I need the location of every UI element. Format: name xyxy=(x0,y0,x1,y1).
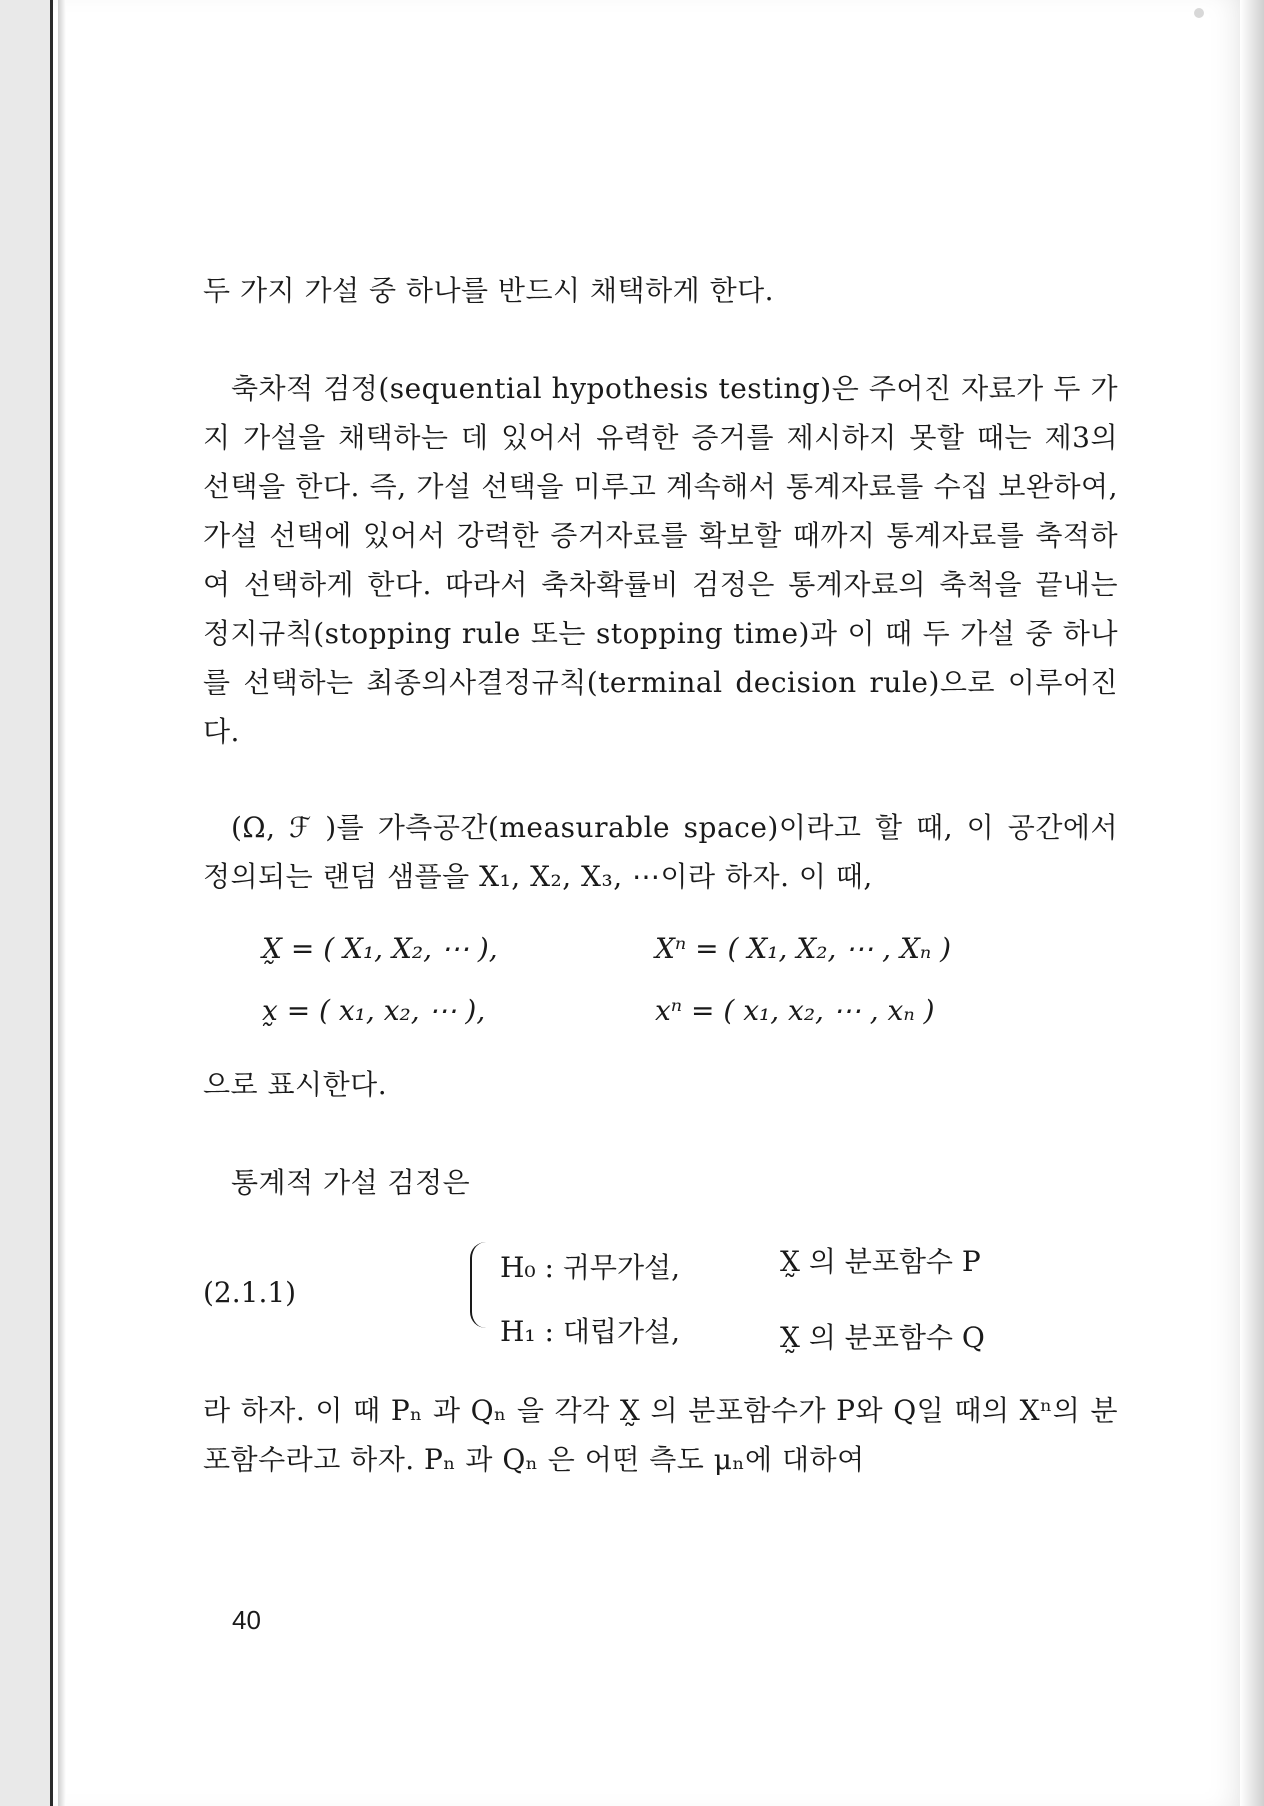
paragraph-6 xyxy=(203,1386,1118,1484)
page-number: 40 xyxy=(232,1605,261,1635)
paragraph-2 xyxy=(203,364,1118,756)
paragraph-5 xyxy=(203,1158,1118,1207)
null-hypothesis: H₀ : 귀무가설, xyxy=(500,1251,680,1284)
scan-mark xyxy=(1194,8,1204,18)
paragraph-3 xyxy=(203,803,1118,901)
equation-xn-vector: Xⁿ = ( X₁, X₂, ⋯ , Xₙ ) xyxy=(655,932,952,965)
paragraph-text: 으로 표시한다. xyxy=(203,1068,388,1101)
alternative-hypothesis: H₁ : 대립가설, xyxy=(500,1315,680,1348)
paragraph-4 xyxy=(203,1060,1118,1109)
page-edge xyxy=(1240,0,1264,1806)
paragraph-text: 축차적 검정(sequential hypothesis testing)은 주어진 자료가 두 가지 가설을 채택하는 데 있어서 유력한 증거를 제시하지 못할 때는 제3의 선택을 한다. 즉, 가설 선택을 미루고 계속해서 통계자료를 수집 보완하여, 가설 선택에 있어서 강력한 증거자료를 확보할 때까지 통계자료를 축적하여 선택하게 한다. 따라서 축차확률비 검정은 통계자료의 축척을 끝내는 정지규칙(stopping rule 또는 stopping time)과 이 때 두 가설 중 하나를 선택하는 최종의사결정규칙(terminal decision rule)으로 이루어진다. xyxy=(203,372,1118,748)
equation-number: (2.1.1) xyxy=(203,1276,297,1309)
equation-x-sequence: X̰ = ( X₁, X₂, ⋯ ), xyxy=(262,932,498,965)
paragraph-text: 통계적 가설 검정은 xyxy=(231,1166,471,1199)
paragraph-text: 두 가지 가설 중 하나를 반드시 채택하게 한다. xyxy=(203,274,775,307)
paragraph-1 xyxy=(203,266,1118,315)
equation-lower-xn-vector: xⁿ = ( x₁, x₂, ⋯ , xₙ ) xyxy=(655,994,935,1027)
null-hypothesis-distribution: X̰ 의 분포함수 P xyxy=(780,1245,981,1278)
equation-lower-x-sequence: x̰ = ( x₁, x₂, ⋯ ), xyxy=(262,994,486,1027)
paragraph-text: (Ω, ℱ )를 가측공간(measurable space)이라고 할 때, 이 공간에서 정의되는 랜덤 샘플을 X₁, X₂, X₃, ⋯이라 하자. 이 때, xyxy=(203,811,1118,893)
alternative-hypothesis-distribution: X̰ 의 분포함수 Q xyxy=(780,1321,985,1354)
hypothesis-brace xyxy=(470,1242,486,1328)
page-gutter xyxy=(58,0,66,1806)
paragraph-text: 라 하자. 이 때 Pₙ 과 Qₙ 을 각각 X̰ 의 분포함수가 P와 Q일 때의 Xⁿ의 분포함수라고 하자. Pₙ 과 Qₙ 은 어떤 측도 μₙ에 대하여 xyxy=(203,1394,1118,1476)
